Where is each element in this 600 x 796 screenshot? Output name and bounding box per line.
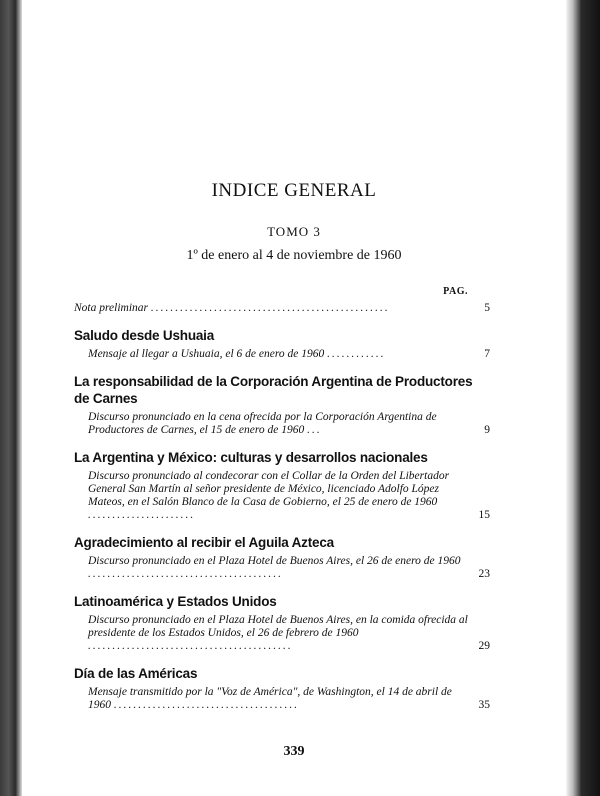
- toc-entry: [74, 327, 490, 361]
- entry-page-number: 29: [478, 640, 490, 652]
- toc-entry: [74, 665, 490, 712]
- date-range: 1º de enero al 4 de noviembre de 1960: [186, 248, 402, 263]
- toc-entry: [74, 373, 490, 437]
- entry-page-number: 15: [478, 509, 490, 521]
- entry-page-number: 35: [478, 699, 490, 711]
- entry-description: Mensaje transmitido por la "Voz de América", de Washington, el 14 de abril de 1960 ......................................: [88, 686, 452, 711]
- entry-description: Nota preliminar .................................................: [74, 302, 390, 314]
- entry-page-number: 5: [484, 302, 490, 314]
- entry-page-number: 23: [478, 568, 490, 580]
- toc-entry: [74, 534, 490, 581]
- toc-entry: [74, 449, 490, 522]
- entry-heading: La responsabilidad de la Corporación Argentina de Productores de Carnes: [74, 374, 473, 406]
- page-column-label: PAG.: [443, 286, 468, 297]
- entry-heading: Agradecimiento al recibir el Aguila Azteca: [74, 535, 334, 550]
- entry-heading: La Argentina y México: culturas y desarrollos nacionales: [74, 450, 428, 465]
- entry-description: Discurso pronunciado al condecorar con el Collar de la Orden del Libertador General San Martín al señor presidente de México, licenciado Adolfo López Mateos, en el Salón Blanco de la Casa de Gobierno, el 25 de enero de 1960 ......................: [88, 470, 450, 521]
- entry-heading: Saludo desde Ushuaia: [74, 328, 215, 343]
- page-number: 339: [283, 744, 305, 759]
- toc-entry: [74, 302, 490, 315]
- entry-description: Mensaje al llegar a Ushuaia, el 6 de enero de 1960 ............: [88, 348, 386, 360]
- entry-description: Discurso pronunciado en el Plaza Hotel de Buenos Aires, el 26 de enero de 1960 ........................................: [88, 555, 461, 580]
- entry-description: Discurso pronunciado en el Plaza Hotel de Buenos Aires, en la comida ofrecida al presidente de los Estados Unidos, el 26 de febrero de 1960 ..........................................: [88, 614, 468, 652]
- table-of-contents: [74, 302, 490, 712]
- book-gutter-left: [0, 0, 22, 796]
- book-edge-right: [566, 0, 600, 796]
- page-title: INDICE GENERAL: [211, 180, 377, 201]
- entry-page-number: 7: [484, 348, 490, 360]
- book-page: [22, 0, 566, 796]
- volume-label: TOMO 3: [267, 224, 321, 239]
- entry-description: Discurso pronunciado en la cena ofrecida por la Corporación Argentina de Productores de Carnes, el 15 de enero de 1960 ...: [88, 411, 437, 436]
- entry-page-number: 9: [484, 424, 490, 436]
- toc-entry: [74, 593, 490, 653]
- entry-heading: Latinoamérica y Estados Unidos: [74, 594, 277, 609]
- entry-heading: Día de las Américas: [74, 666, 198, 681]
